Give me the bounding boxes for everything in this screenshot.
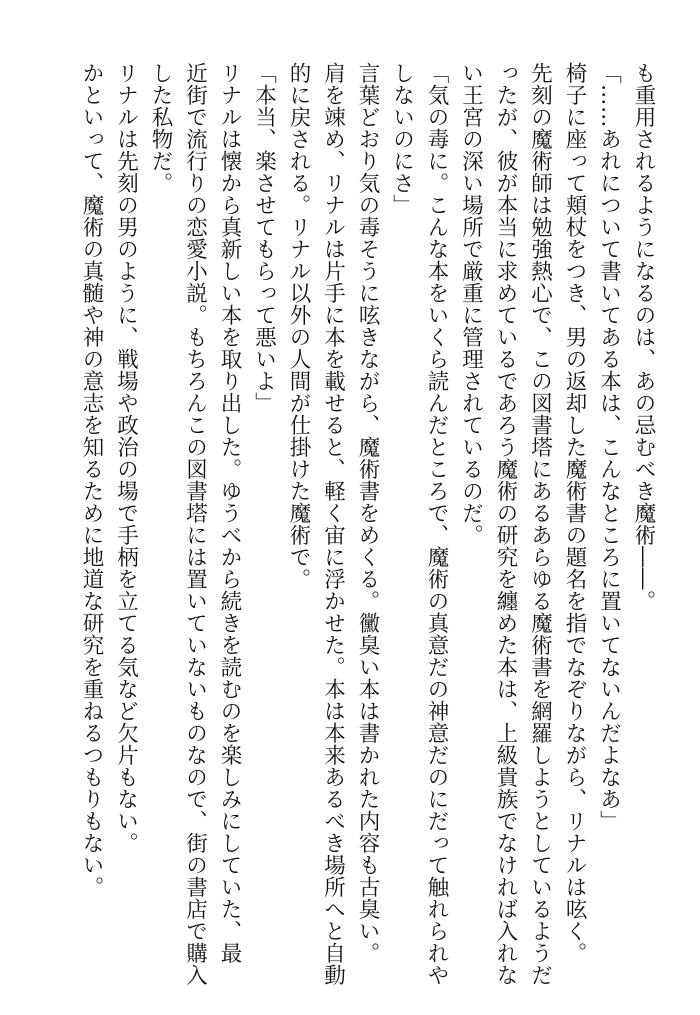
text-line: 近街で流行りの恋愛小説。もちろんこの図書塔には置いていないものなので、街の書店で購入	[182, 62, 208, 986]
text-line: リナルは先刻の男のように、戦場や政治の場で手柄を立てる気など欠片もない。	[113, 62, 139, 854]
text-line: 先刻の魔術師は勉強熱心で、この図書塔にあるあらゆる魔術書を網羅しようとしているようだ	[527, 62, 553, 986]
text-line: 「……あれについて書いてある本は、こんなところに置いてないんだよなあ」	[596, 62, 622, 832]
text-line: 「気の毒に。こんな本をいくら読んだところで、魔術の真意だの神意だのにだって触れられや	[424, 62, 449, 986]
text-line: 言葉どおり気の毒そうに呟きながら、魔術書をめくる。黴臭い本は書かれた内容も古臭い。	[355, 62, 380, 964]
text-line: ったが、彼が本当に求めているであろう魔術の研究を纏めた本は、上級貴族でなければ入れな	[493, 62, 518, 986]
text-line: も重用されるようになるのは、あの忌むべき魔術――。	[631, 62, 656, 612]
text-line: 的に戻される。リナル以外の人間が仕掛けた魔術で。	[286, 62, 311, 590]
vertical-text-body	[74, 62, 661, 986]
text-line: した私物だ。	[148, 62, 173, 194]
text-line: 「本当、楽させてもらって悪いよ」	[251, 62, 277, 414]
text-line: しないのにさ」	[389, 62, 415, 216]
text-line: 椅子に座って頬杖をつき、男の返却した魔術書の題名を指でなぞりながら、リナルは呟く。	[562, 62, 587, 964]
text-line: リナルは懐から真新しい本を取り出した。ゆうべから続きを読むのを楽しみにしていた、最	[217, 62, 242, 964]
text-line: かといって、魔術の真髄や神の意志を知るために地道な研究を重ねるつもりもない。	[79, 62, 104, 898]
text-line: 肩を竦め、リナルは片手に本を載せると、軽く宙に浮かせた。本は本来あるべき場所へと自動	[320, 62, 346, 986]
text-line: い王宮の深い場所で厳重に管理されているのだ。	[458, 62, 484, 546]
